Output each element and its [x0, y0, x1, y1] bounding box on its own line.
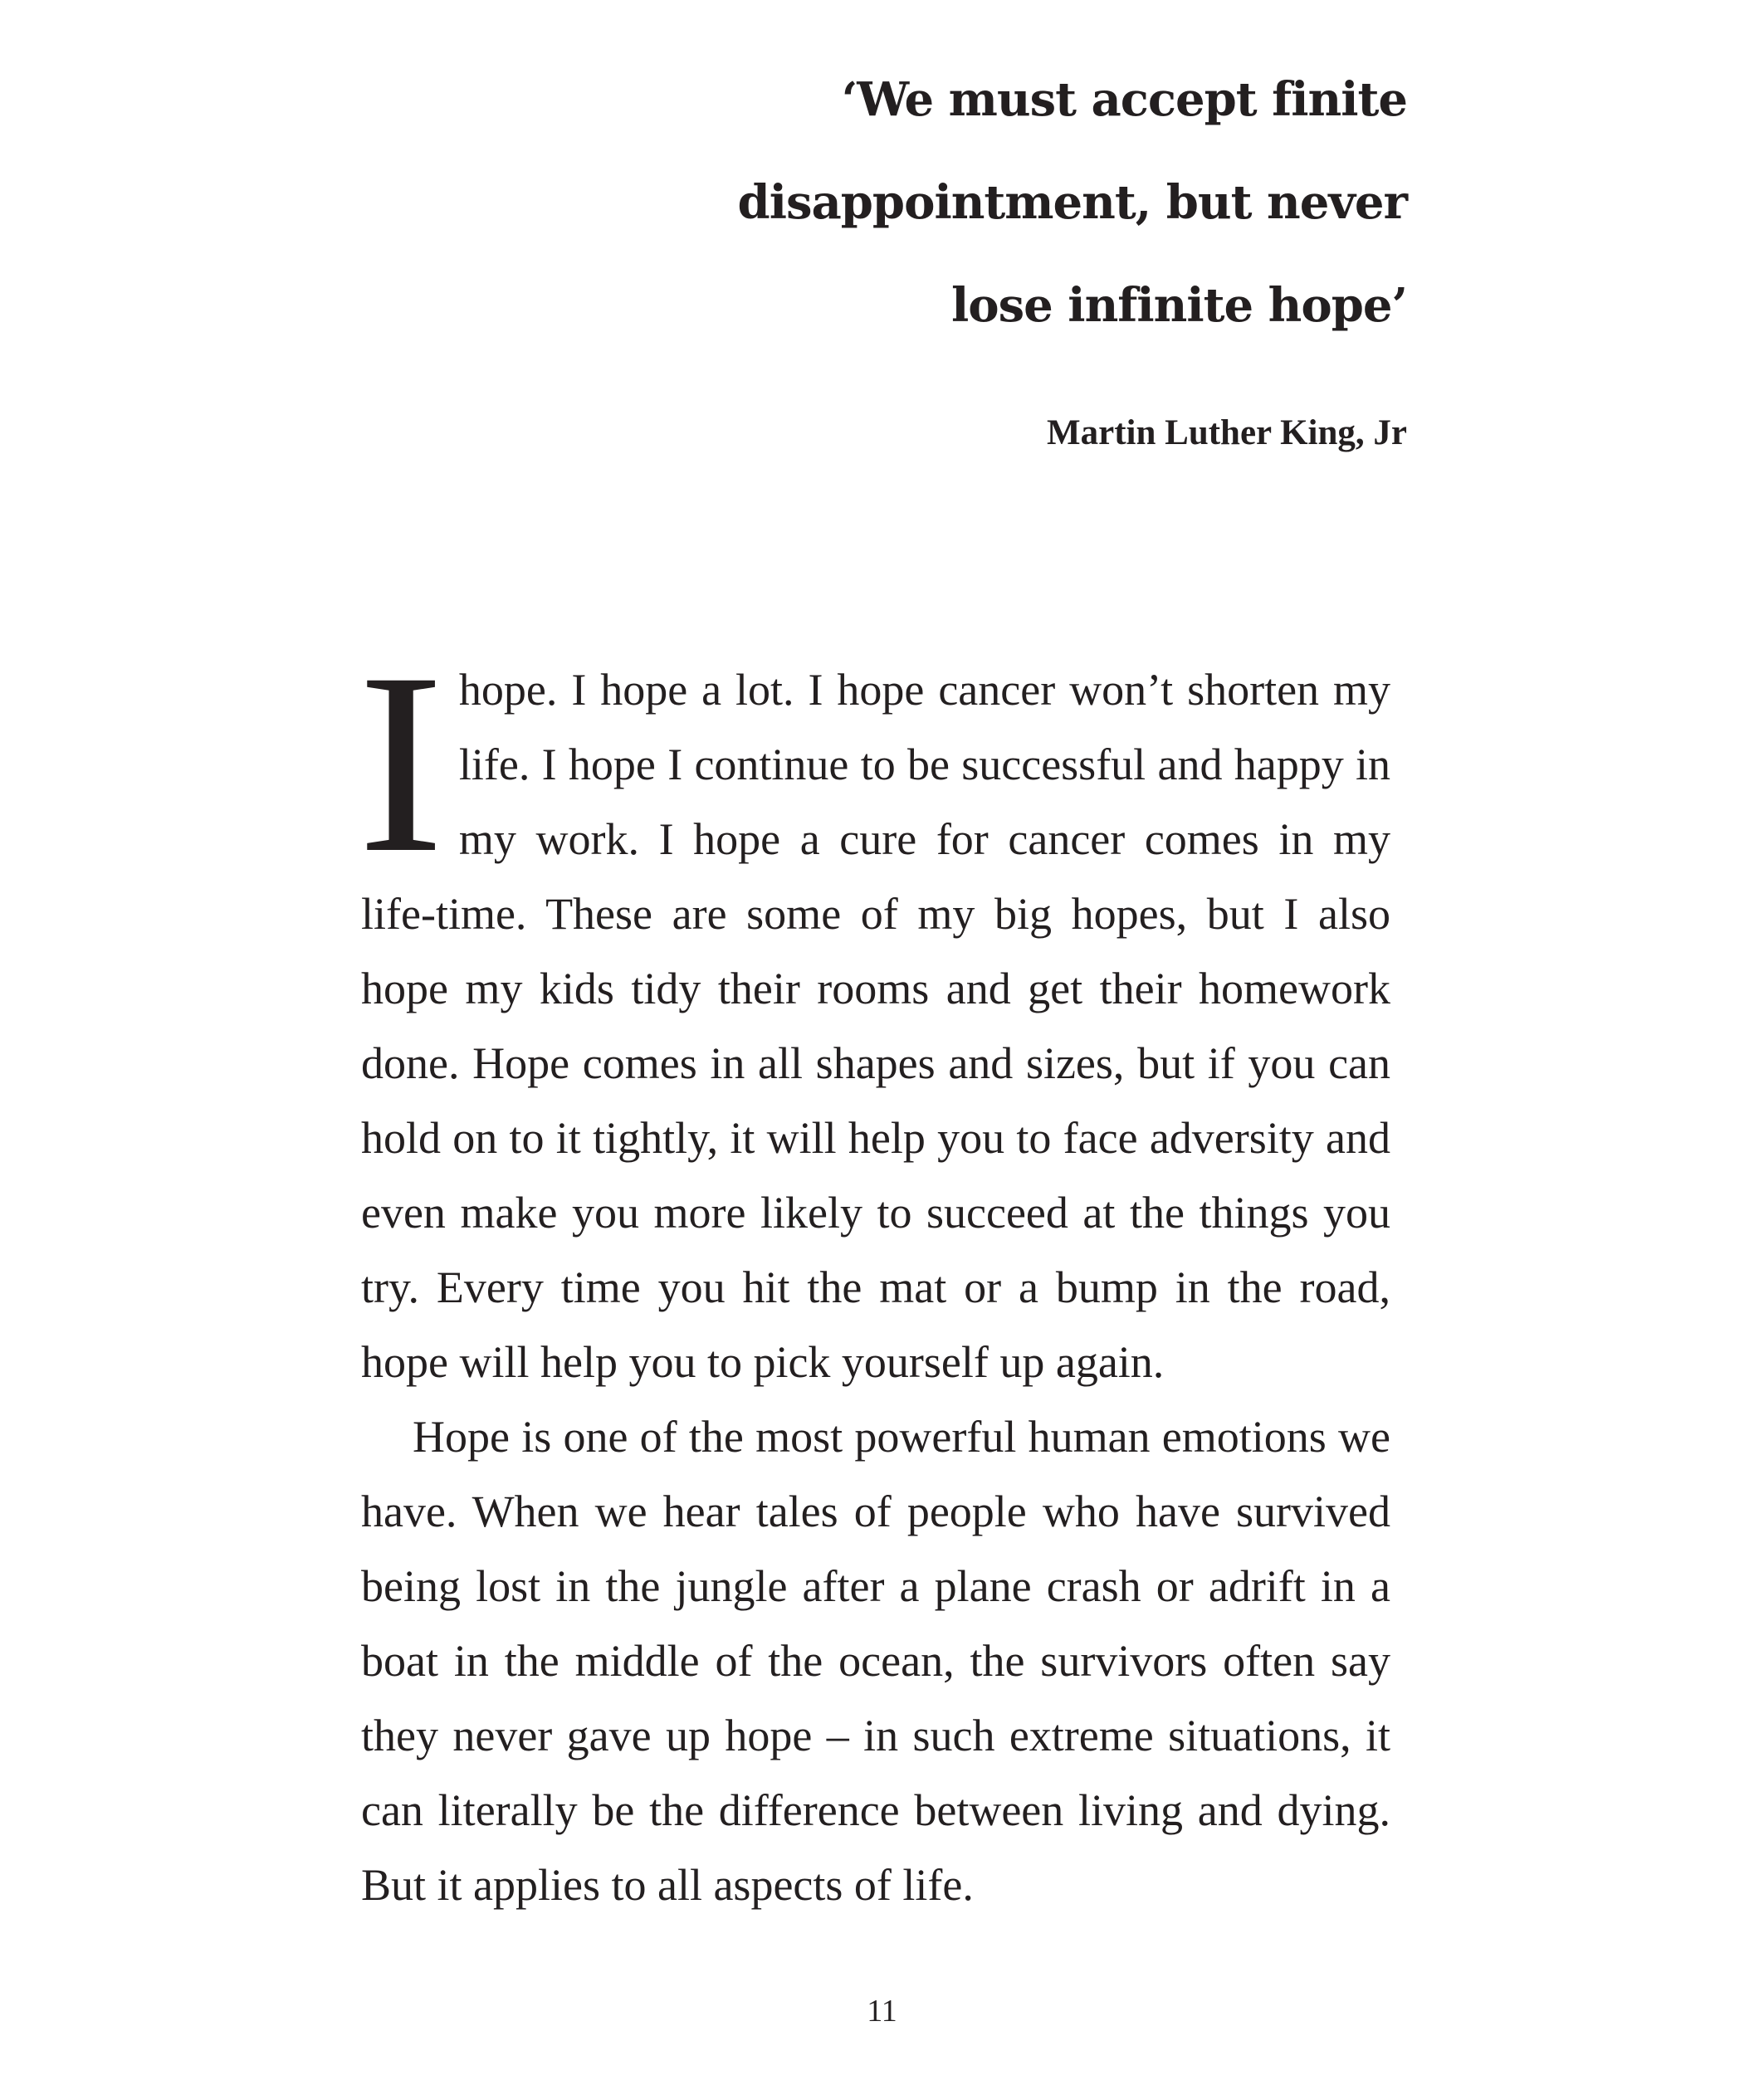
epigraph-quote-line-3: lose infinite hope’ [951, 278, 1407, 333]
epigraph-attribution: Martin Luther King, Jr [1047, 413, 1407, 452]
epigraph [577, 48, 1407, 458]
drop-cap: I [358, 620, 444, 906]
paragraph-1 [358, 620, 1390, 1399]
body-text [358, 620, 1390, 1922]
epigraph-quote-line-2: disappointment, but never [737, 175, 1407, 230]
epigraph-quote [577, 48, 1407, 357]
page-number: 11 [867, 1994, 897, 2029]
paragraph-1-text: hope. I hope a lot. I hope cancer won’t shorten my life. I hope I continue to be successful and happy in my work. I hope a cure for cancer comes in my life-time. These are some of my big hopes, but I also hope my kids tidy their rooms and get their homework done. Hope comes in all shapes and sizes, but if you can hold on to it tightly, it will help you to face adversity and even make you more likely to succeed at the things you try. Every time you hit the mat or a bump in the road, hope will help you to pick yourself up again. [361, 665, 1390, 1387]
paragraph-2: Hope is one of the most powerful human emotions we have. When we hear tales of people who have survived being lost in the jungle after a plane crash or adrift in a boat in the middle of the ocean, the survivors often say they never gave up hope – in such extreme situations, it can literally be the difference between living and dying. But it applies to all aspects of life. [361, 1412, 1390, 1910]
epigraph-quote-line-1: ‘We must accept finite [841, 72, 1407, 127]
